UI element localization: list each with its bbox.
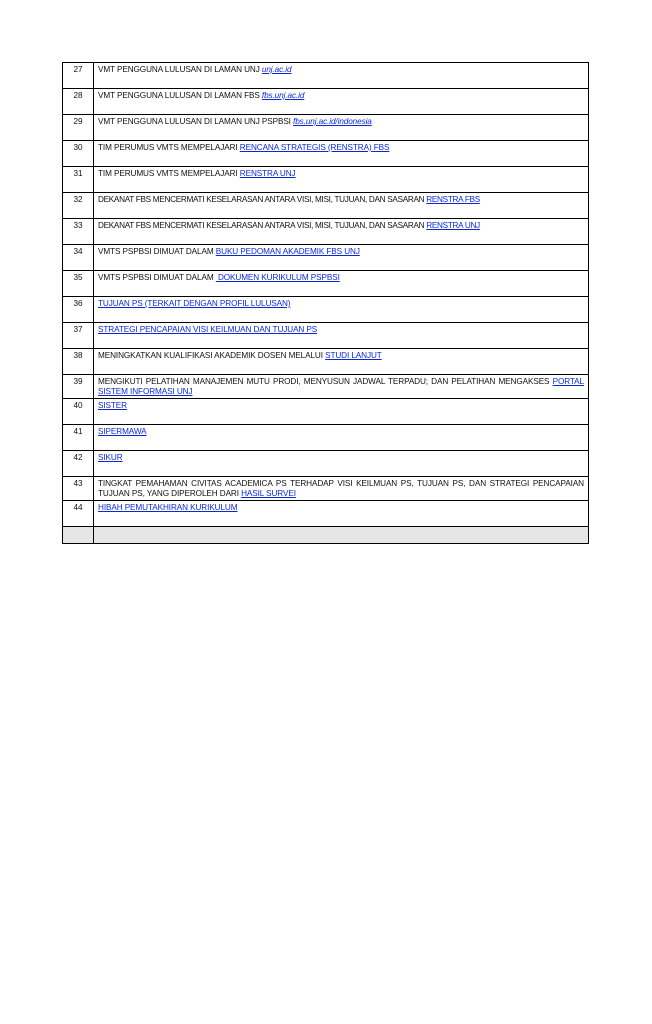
row-number: 29: [63, 115, 94, 141]
table-row: [63, 477, 589, 501]
row-link[interactable]: RENSTRA UNJ: [239, 169, 296, 178]
row-description: [94, 477, 589, 501]
row-description: [94, 399, 589, 425]
row-link[interactable]: BUKU PEDOMAN AKADEMIK FBS UNJ: [215, 247, 360, 256]
row-text: MENGIKUTI PELATIHAN MANAJEMEN MUTU PRODI, MENYUSUN JADWAL TERPADU; DAN PELATIHAN MENGAKSES: [98, 377, 553, 386]
row-description: [94, 245, 589, 271]
row-description: [94, 167, 589, 193]
row-text: TIM PERUMUS VMTS MEMPELAJARI: [98, 143, 240, 152]
row-text: VMT PENGGUNA LULUSAN DI LAMAN UNJ: [98, 65, 262, 74]
row-description: [94, 141, 589, 167]
row-link[interactable]: unj.ac.id: [261, 65, 292, 74]
row-number: 43: [63, 477, 94, 501]
row-number: 41: [63, 425, 94, 451]
row-text: VMT PENGGUNA LULUSAN DI LAMAN UNJ PSPBSI: [98, 117, 294, 126]
row-link[interactable]: SIKUR: [98, 453, 123, 462]
row-link[interactable]: RENCANA STRATEGIS (RENSTRA) FBS: [239, 143, 390, 152]
row-description: [94, 297, 589, 323]
row-number: 36: [63, 297, 94, 323]
row-number: 31: [63, 167, 94, 193]
row-link[interactable]: SISTER: [98, 401, 127, 410]
row-text: DEKANAT FBS MENCERMATI KESELARASAN ANTARA VISI, MISI, TUJUAN, DAN SASARAN: [98, 221, 427, 230]
footer-cell: [63, 527, 94, 544]
row-text: TINGKAT PEMAHAMAN CIVITAS ACADEMICA PS TERHADAP VISI KEILMUAN PS, TUJUAN PS, DAN STRATEGI PENCAPAIAN TUJUAN PS, YANG DIPEROLEH DARI: [98, 479, 584, 498]
row-description: [94, 271, 589, 297]
row-description: [94, 501, 589, 527]
row-description: [94, 63, 589, 89]
row-link[interactable]: RENSTRA UNJ: [426, 221, 480, 230]
row-number: 42: [63, 451, 94, 477]
row-description: [94, 323, 589, 349]
table-row: [63, 501, 589, 527]
table-row: [63, 89, 589, 115]
table-row: [63, 219, 589, 245]
row-link[interactable]: fbs.unj.ac.id: [261, 91, 305, 100]
row-number: 32: [63, 193, 94, 219]
table-row: [63, 193, 589, 219]
row-text: DEKANAT FBS MENCERMATI KESELARASAN ANTARA VISI, MISI, TUJUAN, DAN SASARAN: [98, 195, 427, 204]
row-link[interactable]: HASIL SURVEI: [241, 489, 296, 498]
table-row: [63, 451, 589, 477]
row-number: 44: [63, 501, 94, 527]
row-number: 33: [63, 219, 94, 245]
row-number: 35: [63, 271, 94, 297]
table-row: [63, 375, 589, 399]
row-number: 39: [63, 375, 94, 399]
row-link[interactable]: PORTAL SISTEM INFORMASI UNJ: [98, 377, 584, 396]
table-row: [63, 245, 589, 271]
row-description: [94, 115, 589, 141]
table-row: [63, 399, 589, 425]
row-description: [94, 451, 589, 477]
document-table: [62, 62, 589, 544]
table-row: [63, 141, 589, 167]
row-link[interactable]: STRATEGI PENCAPAIAN VISI KEILMUAN DAN TUJUAN PS: [98, 325, 318, 334]
footer-cell: [94, 527, 589, 544]
table-row: [63, 271, 589, 297]
row-number: 34: [63, 245, 94, 271]
table-row: [63, 349, 589, 375]
row-number: 40: [63, 399, 94, 425]
table-row: [63, 425, 589, 451]
row-link[interactable]: RENSTRA FBS: [426, 195, 480, 204]
row-link[interactable]: DOKUMEN KURIKULUM PSPBSI: [215, 273, 340, 282]
row-link[interactable]: TUJUAN PS (TERKAIT DENGAN PROFIL LULUSAN): [98, 299, 291, 308]
row-description: [94, 375, 589, 399]
row-link[interactable]: fbs.unj.ac.id/indonesia: [293, 117, 372, 126]
row-number: 28: [63, 89, 94, 115]
row-description: [94, 89, 589, 115]
row-description: [94, 193, 589, 219]
row-text: VMTS PSPBSI DIMUAT DALAM: [98, 273, 216, 282]
table-row: [63, 63, 589, 89]
table-row: [63, 323, 589, 349]
row-description: [94, 425, 589, 451]
row-text: TIM PERUMUS VMTS MEMPELAJARI: [98, 169, 240, 178]
row-link[interactable]: HIBAH PEMUTAKHIRAN KURIKULUM: [98, 503, 238, 512]
row-text: VMT PENGGUNA LULUSAN DI LAMAN FBS: [98, 91, 262, 100]
row-link[interactable]: SIPERMAWA: [98, 427, 147, 436]
table-footer-row: [63, 527, 589, 544]
row-description: [94, 349, 589, 375]
row-number: 38: [63, 349, 94, 375]
row-text: MENINGKATKAN KUALIFIKASI AKADEMIK DOSEN MELALUI: [98, 351, 326, 360]
row-number: 30: [63, 141, 94, 167]
row-description: [94, 219, 589, 245]
row-number: 37: [63, 323, 94, 349]
table-row: [63, 167, 589, 193]
table-row: [63, 297, 589, 323]
table-row: [63, 115, 589, 141]
row-link[interactable]: STUDI LANJUT: [325, 351, 382, 360]
row-number: 27: [63, 63, 94, 89]
row-text: VMTS PSPBSI DIMUAT DALAM: [98, 247, 216, 256]
